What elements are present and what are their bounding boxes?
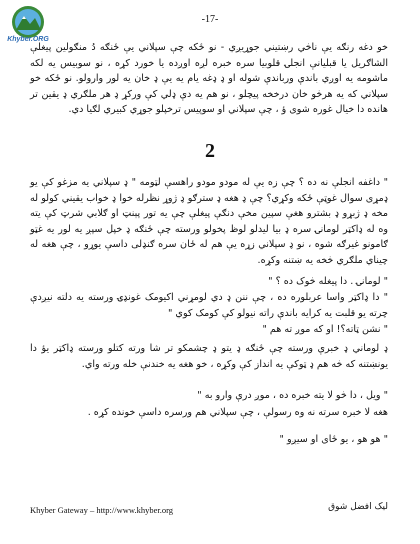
paragraph-5: " نشن ټاته؟! او که موږ ته هم " [262,324,388,335]
paragraph-4: " دا ډاکټر واسا عربلوره ده ، چې ننن ډ دي لومړني اکيومک غونډۍ ورسته يه دلته نيږدې چرته يو قلبت يه کرايه باندې راته نيولو کې کومک کوي " [30,292,388,319]
paragraph-2: " داغفه انجلې نه ده ؟ چې زه يې له مودو مودو راهسې لټومه " ډ سپلاني يه مزغو کې يو ډمړی سوال غوټې ځکه وکړي؟ چې ډ هغه ډ سترګو ډ ژوړ نظرله خوا ډ خواب يقيني کولو له مخه ډ ژبړو ډ بشترو هغې سپين مخې دنګې پیغلې چې يه تور پېنټ او ګلابي شرټ کې يته وه له ډاکټر لومانۍ سره ډ بيا ليدلو لوظ پخولو ورسته چې ځنګه ډ خپل سپږ يه لور يه غټو ګامونو غيرګه شوه ، نو ډ سپلاني زړه يې هم له ځان سره ګنډلی داسې يوړو ، چې هغه له چيناي ملګري څخه يه ښتنه وکړه. [30,177,388,266]
paragraph-3: " لومانۍ . دا پيغله څوک ده ؟ " [268,276,388,287]
paragraph-1: خو دغه رنګه يې ناڅي رښتيني جوړيږي - نو ځکه چې سپلاني يې ځنګه دُ منګولين پيغلې الشاګريل يا قبليانې انجلۍ قلوبيا سره خبره لږه اوږده يا خورد کړه ، نو سوبيس يه لکه ماشومه يه اوږي باندې ورباندې شوله او ډ ډغه يام يه يې ډ خان يه لور وارولو. نو ځکه خو سپلاني که يه هرڅو خان درخخه پیچلو ، نو هم يه دې ډلي کې ورکړ ډ هر ملګري ډ يقين تر هانده دا خيال غوره شوی ؤ ، چې سپلاني او سوپيس ترخپلو جوړي کبيري لګيا دي. [30,42,388,116]
page-number: -17- [201,14,219,25]
logo-label: Khyber.ORG [7,36,49,43]
paragraph-9: " هو هو ، يو ځای او سيږو " [279,434,388,445]
paragraph-6: ډ لوماني ډ خبرې ورسته چې ځنګه ډ يتو ډ چشمکو تر شا ورته کتلو ورسته ډاکټر يؤ دا يونښتنه که څه هم ډ ټوکې يه انداز کې وکړه ، خو هغه يه خندنې خله ورته واي. [30,343,388,370]
chapter-number: 2 [205,140,215,162]
footer-author: ليک افضل شوق [328,502,388,512]
footer-site: Khyber Gateway – http://www.khyber.org [30,505,174,515]
paragraph-8: هغه لا خبره سرته نه وه رسولې ، چې سپلاني هم ورسره داسې خونده کړه . [87,407,388,418]
paragraph-7: " ويل ، دا څو لا يته خبره ده ، موږ درې وارو به " [197,390,388,401]
